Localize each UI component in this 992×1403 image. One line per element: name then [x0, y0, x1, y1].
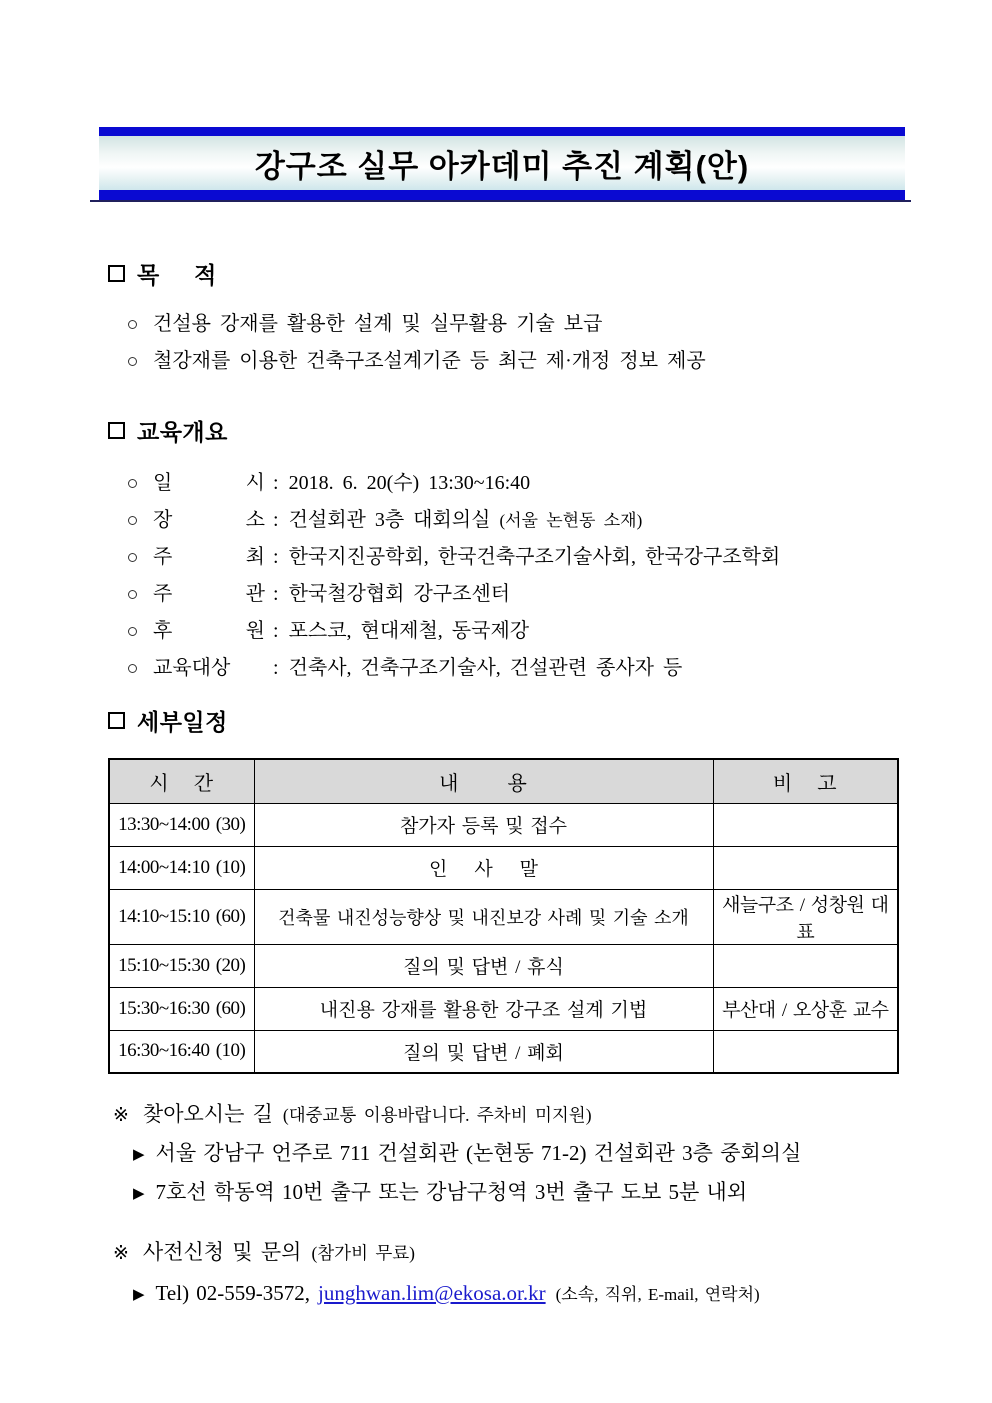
cell-time: 14:10~15:10 (60) — [109, 889, 254, 944]
arrow-bullet-icon: ▶ — [133, 1147, 145, 1163]
cell-content: 질의 및 답변 / 휴식 — [254, 944, 713, 987]
table-row — [109, 944, 898, 987]
section-purpose — [108, 257, 908, 384]
title-banner — [99, 127, 905, 200]
schedule-heading-label: 세부일정 — [137, 709, 228, 735]
overview-item-place — [128, 506, 908, 535]
colon-separator: : — [273, 657, 279, 679]
purpose-heading-label: 목 적 — [137, 262, 217, 288]
schedule-heading — [108, 704, 908, 737]
banner-bottom-bar — [99, 190, 905, 200]
directions-line — [133, 1137, 923, 1167]
page-title: 강구조 실무 아카데미 추진 계획(안) — [254, 148, 750, 184]
cell-time: 16:30~16:40 (10) — [109, 1030, 254, 1073]
overview-item-datetime — [128, 469, 908, 498]
cell-time: 15:10~15:30 (20) — [109, 944, 254, 987]
directions-block — [113, 1098, 923, 1206]
circle-bullet-icon — [128, 357, 137, 366]
overview-item-label: 교육대상 — [153, 657, 231, 679]
colon-separator: : — [273, 583, 279, 605]
square-bullet-icon — [108, 265, 125, 282]
circle-bullet-icon — [128, 553, 137, 562]
cell-content: 건축물 내진성능향상 및 내진보강 사례 및 기술 소개 — [254, 889, 713, 944]
table-header-row — [109, 759, 898, 803]
overview-item-audience — [128, 654, 908, 683]
schedule-table — [108, 758, 899, 1074]
circle-bullet-icon — [128, 516, 137, 525]
banner-body — [99, 136, 905, 190]
overview-item-value: 건설회관 3층 대회의실 — [288, 509, 491, 531]
contact-line — [133, 1280, 923, 1306]
overview-item-label: 후 원 — [153, 620, 265, 642]
reference-mark-icon: ※ — [113, 1243, 129, 1264]
circle-bullet-icon — [128, 590, 137, 599]
directions-line-text: 서울 강남구 언주로 711 건설회관 (논현동 71-2) 건설회관 3층 중회의실 — [155, 1141, 802, 1165]
cell-note: 부산대 / 오상훈 교수 — [713, 987, 898, 1030]
cell-time: 13:30~14:00 (30) — [109, 803, 254, 846]
overview-item-value: 포스코, 현대제철, 동국제강 — [288, 620, 530, 642]
cell-note: 새늘구조 / 성창원 대표 — [713, 889, 898, 944]
contact-email-note: (소속, 직위, E-mail, 연락처) — [555, 1285, 760, 1304]
overview-item-value: 건축사, 건축구조기술사, 건설관련 종사자 등 — [288, 657, 683, 679]
purpose-item — [128, 310, 908, 339]
table-row — [109, 987, 898, 1030]
colon-separator: : — [273, 509, 279, 531]
overview-item-sponsor — [128, 617, 908, 646]
table-row — [109, 1030, 898, 1073]
application-heading: 사전신청 및 문의 — [142, 1240, 302, 1264]
square-bullet-icon — [108, 422, 125, 439]
circle-bullet-icon — [128, 479, 137, 488]
cell-content: 내진용 강재를 활용한 강구조 설계 기법 — [254, 987, 713, 1030]
directions-heading-line — [113, 1098, 923, 1128]
overview-item-label: 장 소 — [153, 509, 265, 531]
circle-bullet-icon — [128, 627, 137, 636]
overview-item-value: 한국지진공학회, 한국건축구조기술사회, 한국강구조학회 — [288, 546, 781, 568]
colon-separator: : — [273, 546, 279, 568]
overview-item-organizer — [128, 580, 908, 609]
overview-heading — [108, 414, 908, 447]
arrow-bullet-icon: ▶ — [133, 1186, 145, 1202]
overview-item-host — [128, 543, 908, 572]
cell-content: 질의 및 답변 / 폐회 — [254, 1030, 713, 1073]
table-row — [109, 846, 898, 889]
cell-note — [713, 1030, 898, 1073]
purpose-item-text: 건설용 강재를 활용한 설계 및 실무활용 기술 보급 — [153, 313, 603, 335]
reference-mark-icon: ※ — [113, 1105, 129, 1126]
banner-underline — [90, 200, 911, 202]
application-heading-note: (참가비 무료) — [311, 1243, 415, 1263]
overview-item-label: 주 관 — [153, 583, 265, 605]
contact-email-link[interactable]: junghwan.lim@ekosa.or.kr — [318, 1281, 546, 1305]
colon-separator: : — [273, 472, 279, 494]
column-header-content: 내 용 — [254, 759, 713, 803]
overview-item-value: 한국철강협회 강구조센터 — [288, 583, 511, 605]
banner-top-bar — [99, 127, 905, 136]
cell-content: 인 사 말 — [254, 846, 713, 889]
overview-item-label: 일 시 — [153, 472, 265, 494]
cell-note — [713, 803, 898, 846]
table-row — [109, 803, 898, 846]
colon-separator: : — [273, 620, 279, 642]
square-bullet-icon — [108, 712, 125, 729]
cell-content: 참가자 등록 및 접수 — [254, 803, 713, 846]
overview-heading-label: 교육개요 — [137, 419, 228, 445]
overview-item-value: 2018. 6. 20(수) 13:30~16:40 — [288, 472, 531, 494]
application-heading-line — [113, 1236, 923, 1266]
purpose-item-text: 철강재를 이용한 건축구조설계기준 등 최근 제·개정 정보 제공 — [153, 350, 706, 372]
circle-bullet-icon — [128, 320, 137, 329]
overview-item-note: (서울 논현동 소재) — [499, 511, 643, 530]
overview-item-label: 주 최 — [153, 546, 265, 568]
circle-bullet-icon — [128, 664, 137, 673]
section-overview — [108, 414, 908, 691]
directions-line-text: 7호선 학동역 10번 출구 또는 강남구청역 3번 출구 도보 5분 내외 — [155, 1180, 748, 1204]
cell-note — [713, 846, 898, 889]
column-header-time: 시 간 — [109, 759, 254, 803]
directions-heading-note: (대중교통 이용바랍니다. 주차비 미지원) — [282, 1105, 592, 1125]
application-block — [113, 1236, 923, 1306]
cell-time: 15:30~16:30 (60) — [109, 987, 254, 1030]
arrow-bullet-icon: ▶ — [133, 1287, 145, 1303]
cell-note — [713, 944, 898, 987]
table-row — [109, 889, 898, 944]
section-schedule — [108, 704, 908, 1074]
cell-time: 14:00~14:10 (10) — [109, 846, 254, 889]
column-header-note: 비 고 — [713, 759, 898, 803]
directions-heading: 찾아오시는 길 — [142, 1102, 273, 1126]
purpose-item — [128, 347, 908, 376]
contact-tel: Tel) 02-559-3572, — [155, 1281, 311, 1305]
directions-line — [133, 1176, 923, 1206]
purpose-heading — [108, 257, 908, 290]
